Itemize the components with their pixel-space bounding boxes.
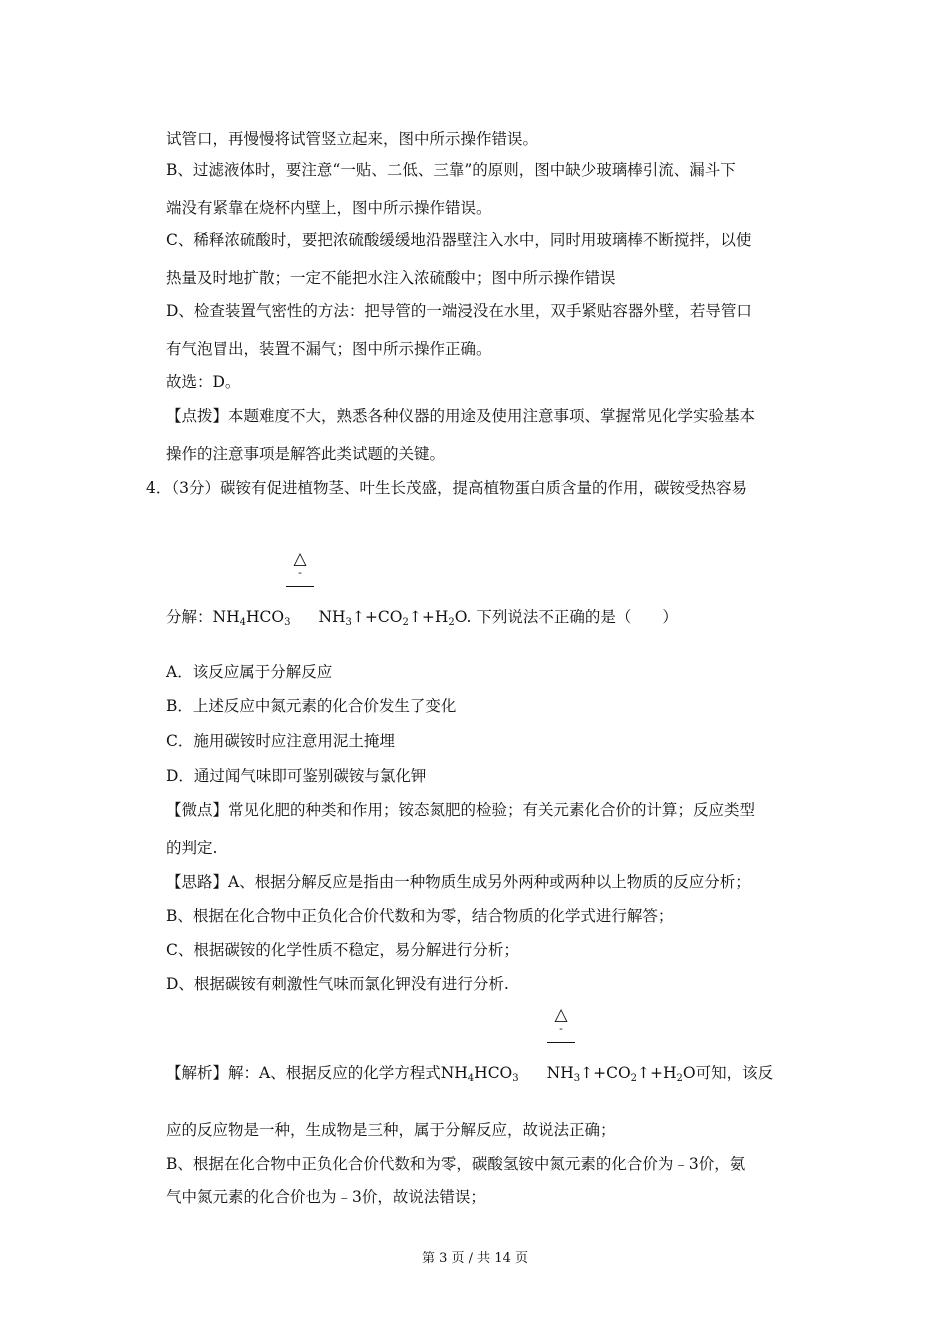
heating-condition-sign: △ - — [286, 550, 314, 587]
equation-bar — [286, 586, 314, 587]
jiexi-line: 气中氮元素的化合价也为﹣3价，故说法错误； — [166, 1188, 486, 1206]
option-d: D．通过闻气味即可鉴别碳铵与氯化钾 — [166, 767, 427, 785]
heating-condition-sign: △ - — [547, 1006, 575, 1043]
text-line: D、检查装置气密性的方法：把导管的一端浸没在水里，双手紧贴容器外壁，若导管口 — [166, 302, 752, 320]
text-line: 端没有紧靠在烧杯内壁上，图中所示操作错误。 — [166, 199, 492, 217]
silu-line: D、根据碳铵有刺激性气味而氯化钾没有进行分析. — [166, 975, 509, 993]
tip-line: 【点拨】本题难度不大，熟悉各种仪器的用途及使用注意事项、掌握常见化学实验基本 — [166, 407, 756, 425]
text-line: 有气泡冒出，装置不漏气；图中所示操作正确。 — [166, 340, 492, 358]
text-line: B、过滤液体时，要注意“一贴、二低、三靠”的原则，图中缺少玻璃棒引流、漏斗下 — [166, 161, 736, 179]
option-a: A．该反应属于分解反应 — [166, 663, 333, 681]
question-stem: 4．（3分）碳铵有促进植物茎、叶生长茂盛，提高植物蛋白质含量的作用，碳铵受热容易 — [146, 479, 747, 497]
jiexi-line: B、根据在化合物中正负化合价代数和为零，碳酸氢铵中氮元素的化合价为﹣3价，氨 — [166, 1155, 746, 1173]
silu-line: C、根据碳铵的化学性质不稳定，易分解进行分析； — [166, 941, 519, 959]
chemical-equation: 分解：$NH_4HCO_3$ $NH_3↑+CO_2↑+H_2O$. 下列说法不正确的是（ ） — [166, 608, 678, 628]
page-footer: 第 3 页 / 共 14 页 — [422, 1251, 528, 1266]
weidian-line: 【微点】常见化肥的种类和作用；铵态氮肥的检验；有关元素化合价的计算；反应类型 — [166, 801, 756, 819]
text-line: 热量及时地扩散；一定不能把水注入浓硫酸中；图中所示操作错误 — [166, 269, 616, 287]
text-line: 试管口，再慢慢将试管竖立起来，图中所示操作错误。 — [166, 130, 539, 148]
jiexi-line: 应的反应物是一种，生成物是三种，属于分解反应，故说法正确； — [166, 1121, 616, 1139]
triangle-heat-icon: △ — [293, 549, 307, 569]
silu-line: B、根据在化合物中正负化合价代数和为零，结合物质的化学式进行解答； — [166, 907, 674, 925]
weidian-line: 的判定. — [166, 839, 218, 857]
tip-line: 操作的注意事项是解答此类试题的关键。 — [166, 445, 446, 463]
option-b: B．上述反应中氮元素的化合价发生了变化 — [166, 697, 457, 715]
triangle-heat-icon: △ — [554, 1005, 568, 1025]
equation-bar — [547, 1042, 575, 1043]
jiexi-equation-line: 【解析】解：A、根据反应的化学方程式$NH_4HCO_3$ $NH_3↑+CO_2↑+H_2O$可知，该反 — [166, 1064, 774, 1084]
option-c: C．施用碳铵时应注意用泥土掩埋 — [166, 732, 395, 750]
text-line: 故选：D。 — [166, 373, 241, 391]
silu-line: 【思路】A、根据分解反应是指由一种物质生成另外两种或两种以上物质的反应分析； — [166, 873, 751, 891]
text-line: C、稀释浓硫酸时，要把浓硫酸缓缓地沿器壁注入水中，同时用玻璃棒不断搅拌，以使 — [166, 231, 752, 249]
